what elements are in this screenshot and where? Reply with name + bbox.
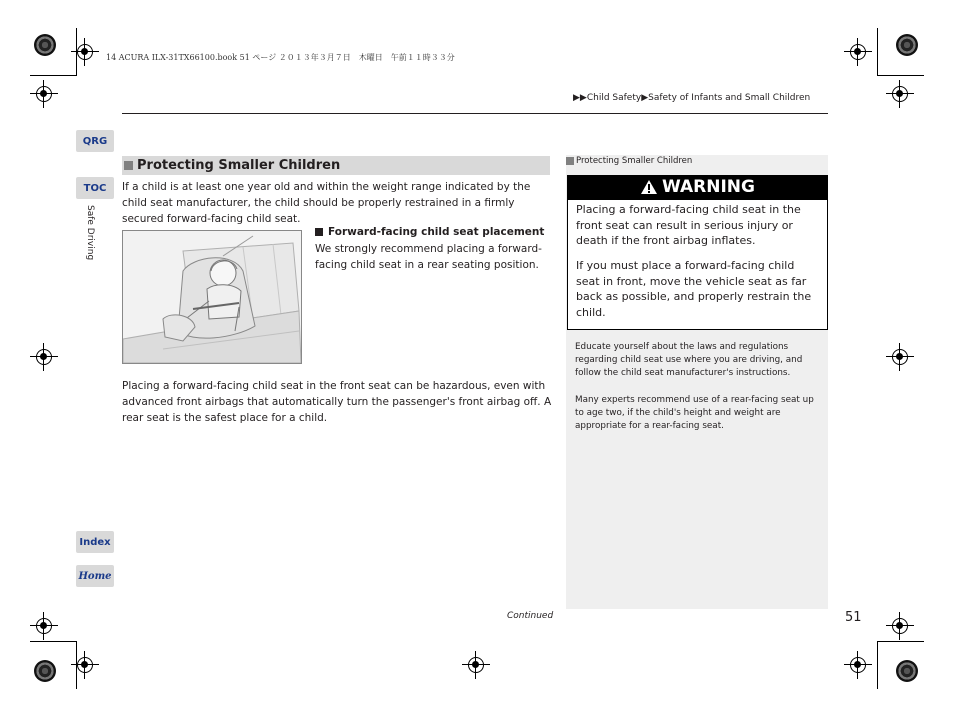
warning-paragraph-1: Placing a forward-facing child seat in the front seat can result in serious injury or death if the front airbag inflates.: [576, 203, 801, 247]
square-bullet-icon: [124, 161, 133, 170]
registration-mark: [844, 38, 872, 66]
subheading: [315, 226, 544, 238]
registration-mark: [30, 80, 58, 108]
breadcrumb-child-safety[interactable]: Child Safety: [586, 93, 642, 103]
sidebar-note-1: Educate yourself about the laws and regulations regarding child seat use where you are driving, and follow the child seat manufacturer's instructions.: [575, 342, 803, 378]
crop-mark: [877, 641, 878, 689]
sidebar-note-2: Many experts recommend use of a rear-facing seat up to age two, if the child's height and weight are appropriate for a rear-facing seat.: [575, 395, 814, 431]
crop-mark: [877, 75, 924, 76]
color-target-mark: [896, 660, 918, 682]
home-button[interactable]: Home: [76, 565, 114, 587]
index-button[interactable]: Index: [76, 531, 114, 553]
crop-mark: [30, 75, 77, 76]
chapter-tab-label: Safe Driving: [85, 205, 95, 261]
sidebar-note-title[interactable]: [566, 156, 692, 166]
color-target-mark: [34, 660, 56, 682]
color-target-mark: [34, 34, 56, 56]
sidebar-note-title-text: Protecting Smaller Children: [576, 156, 693, 166]
registration-mark: [30, 343, 58, 371]
crop-mark: [877, 641, 924, 642]
warning-header: [567, 175, 828, 199]
warning-label: WARNING: [662, 177, 755, 197]
subheading-text: Forward-facing child seat placement: [328, 226, 545, 238]
closing-paragraph: Placing a forward-facing child seat in the front seat can be hazardous, even with advanced front airbags that automatically turn the passenger's front airbag off. A rear seat is the safest place for a child.: [122, 380, 552, 424]
header-rule: [122, 113, 828, 114]
registration-mark: [30, 612, 58, 640]
warning-box: [567, 199, 828, 330]
crop-mark: [877, 28, 878, 76]
page-number: 51: [845, 610, 862, 625]
registration-mark: [844, 651, 872, 679]
continued-label: Continued: [507, 611, 554, 621]
double-arrow-icon: [566, 157, 574, 165]
section-heading: [122, 156, 550, 175]
breadcrumb-safety-infants[interactable]: Safety of Infants and Small Children: [648, 93, 811, 103]
crop-mark: [30, 641, 77, 642]
registration-mark: [462, 651, 490, 679]
crop-mark: [76, 641, 77, 689]
placement-paragraph: We strongly recommend placing a forward-facing child seat in a rear seating position.: [315, 243, 542, 271]
breadcrumb: [573, 93, 810, 103]
qrg-button[interactable]: QRG: [76, 130, 114, 152]
warning-paragraph-2: If you must place a forward-facing child seat in front, move the vehicle seat as far back as possible, and properly restrain the child.: [576, 259, 812, 319]
section-heading-text: Protecting Smaller Children: [137, 158, 341, 173]
warning-triangle-icon: [640, 179, 658, 195]
child-in-seat-icon: [123, 231, 301, 363]
crop-mark: [76, 28, 77, 76]
print-header: 14 ACURA ILX-31TX66100.book 51 ページ ２０１３年３月７日 木曜日 午前１１時３３分: [106, 53, 455, 62]
registration-mark: [886, 343, 914, 371]
intro-paragraph: If a child is at least one year old and within the weight range indicated by the child seat manufacturer, the child should be properly restrained in a firmly secured forward-facing child seat.: [122, 181, 531, 225]
registration-mark: [886, 612, 914, 640]
color-target-mark: [896, 34, 918, 56]
square-bullet-icon: [315, 228, 323, 236]
breadcrumb-arrows: ▶▶: [573, 93, 587, 103]
registration-mark: [886, 80, 914, 108]
breadcrumb-separator: ▶: [641, 93, 649, 103]
toc-button[interactable]: TOC: [76, 177, 114, 199]
child-seat-illustration: [122, 230, 302, 364]
